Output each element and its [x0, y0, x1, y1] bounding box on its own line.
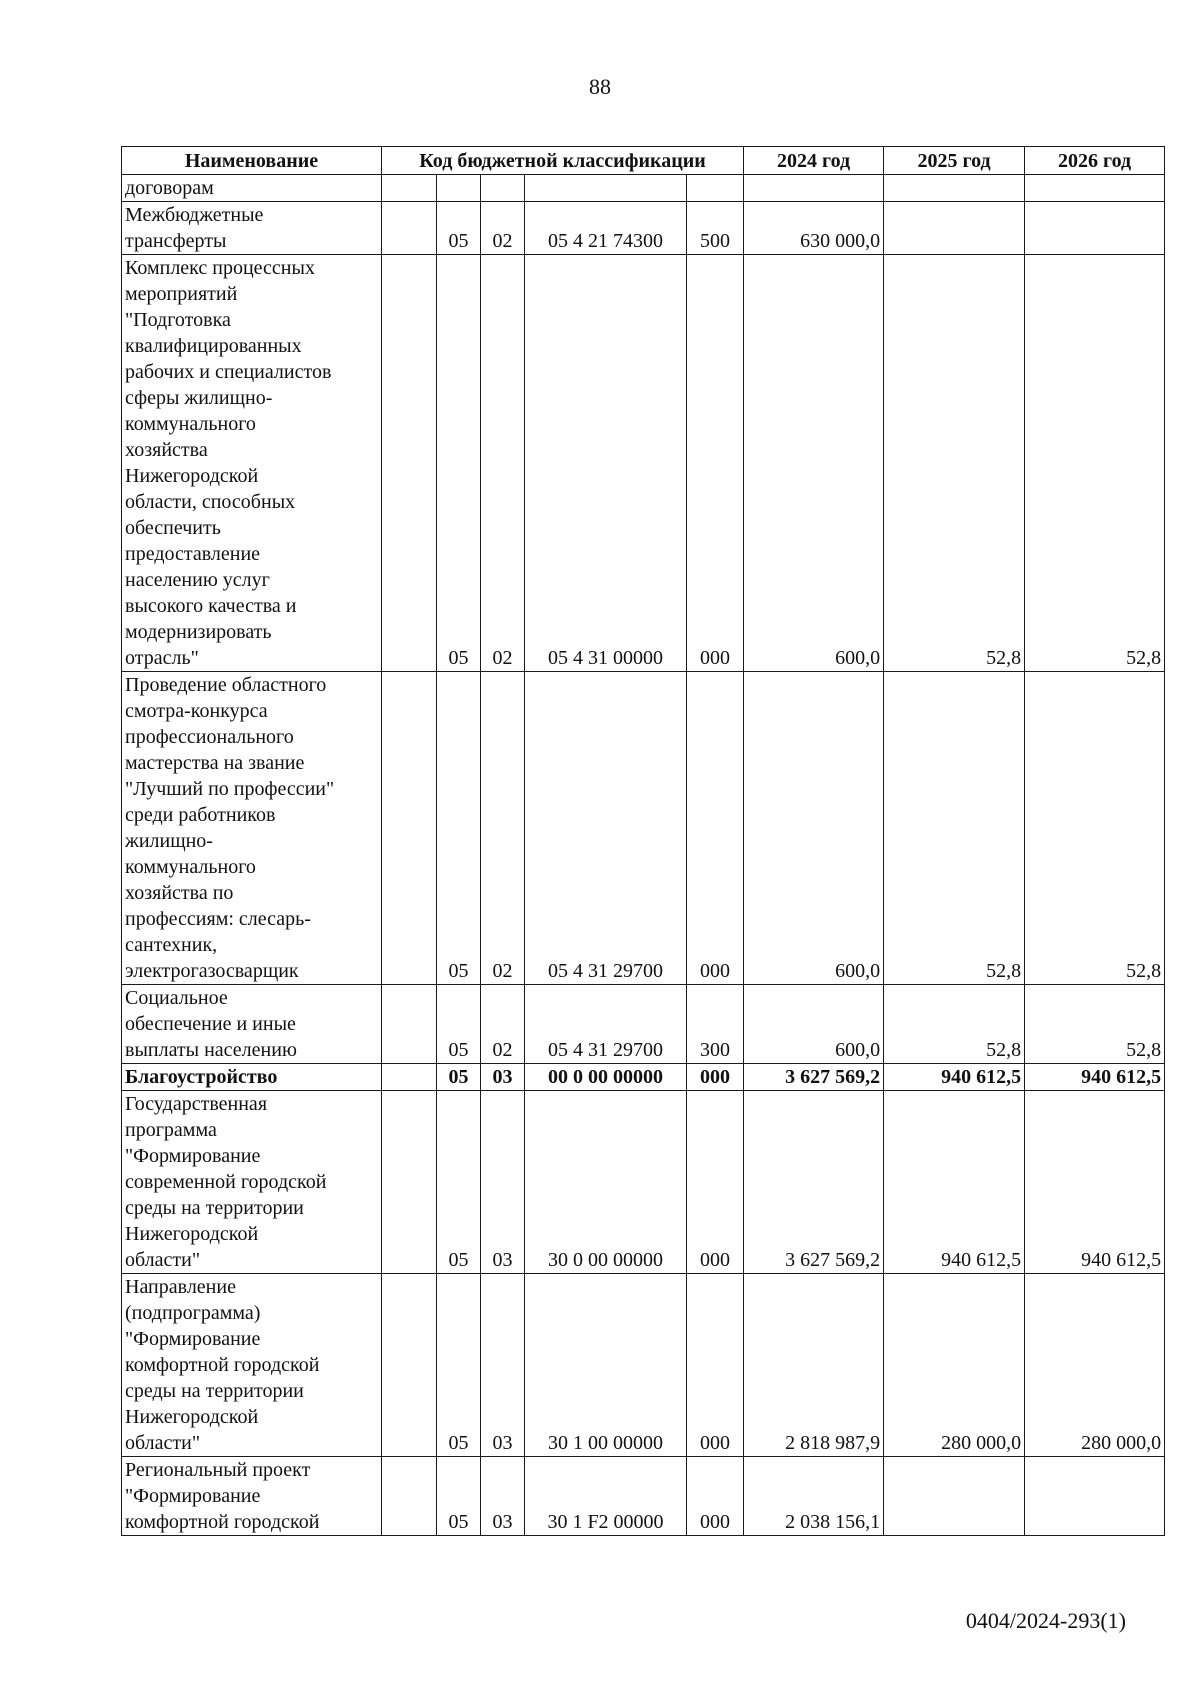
code-section	[437, 175, 481, 202]
value-2025: 280 000,0	[884, 1274, 1025, 1457]
value-2024	[744, 175, 884, 202]
table-row	[122, 1274, 1165, 1457]
table-row	[122, 1091, 1165, 1274]
code-col-1	[382, 672, 437, 985]
row-name	[122, 202, 382, 255]
row-name-line: Проведение областного	[125, 674, 327, 696]
code-target-article: 30 0 00 00000	[525, 1091, 687, 1274]
code-expense-type: 000	[687, 672, 744, 985]
row-name-line: хозяйства по	[125, 882, 234, 904]
row-name-line: (подпрограмма)	[125, 1302, 261, 1324]
table-row	[122, 255, 1165, 672]
row-name-line: области"	[125, 1249, 201, 1271]
document-code: 0404/2024-293(1)	[965, 1608, 1126, 1633]
code-section: 05	[437, 1091, 481, 1274]
row-name-line: мероприятий	[125, 283, 238, 305]
row-name-line: населению услуг	[125, 569, 270, 591]
row-name	[122, 672, 382, 985]
row-name-line: области"	[125, 1432, 201, 1454]
value-2026	[1025, 175, 1165, 202]
value-2025	[884, 1457, 1025, 1536]
row-name-line: области, способных	[125, 491, 296, 513]
code-subsection: 03	[481, 1457, 525, 1536]
row-name-line: "Формирование	[125, 1328, 261, 1350]
code-subsection: 02	[481, 202, 525, 255]
table-body	[122, 175, 1165, 1536]
table-row	[122, 1457, 1165, 1536]
code-target-article	[525, 175, 687, 202]
code-target-article: 05 4 31 29700	[525, 672, 687, 985]
row-name-line: мастерства на звание	[125, 752, 305, 774]
row-name-line: среды на территории	[125, 1380, 304, 1402]
value-2026: 940 612,5	[1025, 1064, 1165, 1091]
row-name-line: Благоустройство	[125, 1066, 278, 1088]
row-name-line: Нижегородской	[125, 1223, 259, 1245]
code-section: 05	[437, 985, 481, 1064]
row-name-line: профессиям: слесарь-	[125, 908, 311, 930]
row-name-line: предоставление	[125, 543, 261, 565]
row-name	[122, 1457, 382, 1536]
table-row	[122, 1064, 1165, 1091]
row-name-line: обеспечить	[125, 517, 221, 539]
value-2026: 280 000,0	[1025, 1274, 1165, 1457]
value-2026: 52,8	[1025, 255, 1165, 672]
code-expense-type: 000	[687, 1457, 744, 1536]
value-2024: 3 627 569,2	[744, 1064, 884, 1091]
value-2024: 600,0	[744, 255, 884, 672]
code-target-article: 00 0 00 00000	[525, 1064, 687, 1091]
row-name-line: сферы жилищно-	[125, 387, 273, 409]
value-2024: 600,0	[744, 672, 884, 985]
code-subsection	[481, 175, 525, 202]
code-subsection: 03	[481, 1091, 525, 1274]
header-2024: 2024 год	[744, 147, 884, 175]
code-subsection: 02	[481, 985, 525, 1064]
value-2026: 52,8	[1025, 985, 1165, 1064]
value-2025: 52,8	[884, 985, 1025, 1064]
value-2025: 52,8	[884, 255, 1025, 672]
code-section: 05	[437, 1064, 481, 1091]
row-name-line: "Формирование	[125, 1485, 261, 1507]
row-name-line: среды на территории	[125, 1197, 304, 1219]
row-name-line: современной городской	[125, 1171, 327, 1193]
code-col-1	[382, 1091, 437, 1274]
code-section: 05	[437, 202, 481, 255]
code-subsection: 02	[481, 672, 525, 985]
row-name-line: коммунального	[125, 856, 256, 878]
value-2025: 940 612,5	[884, 1064, 1025, 1091]
row-name-line: Нижегородской	[125, 465, 259, 487]
code-expense-type: 000	[687, 1274, 744, 1457]
row-name	[122, 1064, 382, 1091]
row-name	[122, 175, 382, 202]
code-section: 05	[437, 1274, 481, 1457]
code-section: 05	[437, 255, 481, 672]
code-col-1	[382, 1274, 437, 1457]
row-name-line: хозяйства	[125, 439, 208, 461]
code-target-article: 30 1 F2 00000	[525, 1457, 687, 1536]
row-name	[122, 1091, 382, 1274]
row-name	[122, 1274, 382, 1457]
value-2026	[1025, 1457, 1165, 1536]
row-name-line: программа	[125, 1119, 217, 1141]
header-name: Наименование	[122, 147, 382, 175]
row-name-line: рабочих и специалистов	[125, 361, 332, 383]
code-expense-type: 000	[687, 1064, 744, 1091]
value-2025	[884, 202, 1025, 255]
code-section: 05	[437, 672, 481, 985]
value-2024: 2 038 156,1	[744, 1457, 884, 1536]
value-2025: 52,8	[884, 672, 1025, 985]
row-name	[122, 255, 382, 672]
header-2026: 2026 год	[1025, 147, 1165, 175]
value-2026: 940 612,5	[1025, 1091, 1165, 1274]
row-name-line: обеспечение и иные	[125, 1013, 296, 1035]
row-name-line: сантехник,	[125, 934, 218, 956]
code-col-1	[382, 175, 437, 202]
row-name-line: Направление	[125, 1276, 236, 1298]
value-2024: 630 000,0	[744, 202, 884, 255]
row-name-line: выплаты населению	[125, 1039, 297, 1061]
page-number: 88	[589, 74, 611, 99]
row-name-line: комфортной городской	[125, 1354, 320, 1376]
code-col-1	[382, 985, 437, 1064]
code-col-1	[382, 255, 437, 672]
row-name	[122, 985, 382, 1064]
row-name-line: Нижегородской	[125, 1406, 259, 1428]
row-name-line: "Подготовка	[125, 309, 231, 331]
code-expense-type: 300	[687, 985, 744, 1064]
code-target-article: 30 1 00 00000	[525, 1274, 687, 1457]
row-name-line: Комплекс процессных	[125, 257, 315, 279]
row-name-line: Социальное	[125, 987, 228, 1009]
row-name-line: высокого качества и	[125, 595, 297, 617]
row-name-line: профессионального	[125, 726, 294, 748]
value-2025	[884, 175, 1025, 202]
value-2026: 52,8	[1025, 672, 1165, 985]
code-col-1	[382, 1457, 437, 1536]
value-2024: 600,0	[744, 985, 884, 1064]
budget-table	[121, 146, 1165, 1536]
code-subsection: 03	[481, 1274, 525, 1457]
code-expense-type: 000	[687, 1091, 744, 1274]
row-name-line: коммунального	[125, 413, 256, 435]
row-name-line: договорам	[125, 177, 214, 199]
code-subsection: 02	[481, 255, 525, 672]
code-expense-type: 500	[687, 202, 744, 255]
table-row	[122, 202, 1165, 255]
table-header-row	[122, 147, 1165, 175]
code-expense-type	[687, 175, 744, 202]
code-col-1	[382, 1064, 437, 1091]
header-code: Код бюджетной классификации	[382, 147, 744, 175]
table-row	[122, 672, 1165, 985]
code-target-article: 05 4 31 00000	[525, 255, 687, 672]
value-2024: 2 818 987,9	[744, 1274, 884, 1457]
code-expense-type: 000	[687, 255, 744, 672]
code-col-1	[382, 202, 437, 255]
code-section: 05	[437, 1457, 481, 1536]
row-name-line: жилищно-	[125, 830, 213, 852]
header-2025: 2025 год	[884, 147, 1025, 175]
row-name-line: комфортной городской	[125, 1511, 320, 1533]
row-name-line: электрогазосварщик	[125, 960, 299, 982]
code-subsection: 03	[481, 1064, 525, 1091]
value-2025: 940 612,5	[884, 1091, 1025, 1274]
row-name-line: "Формирование	[125, 1145, 261, 1167]
row-name-line: Государственная	[125, 1093, 268, 1115]
table-row	[122, 175, 1165, 202]
row-name-line: Региональный проект	[125, 1459, 311, 1481]
row-name-line: трансферты	[125, 230, 227, 252]
table-row	[122, 985, 1165, 1064]
value-2026	[1025, 202, 1165, 255]
row-name-line: модернизировать	[125, 621, 272, 643]
code-target-article: 05 4 31 29700	[525, 985, 687, 1064]
row-name-line: среди работников	[125, 804, 276, 826]
row-name-line: отрасль"	[125, 647, 199, 669]
row-name-line: "Лучший по профессии"	[125, 778, 335, 800]
code-target-article: 05 4 21 74300	[525, 202, 687, 255]
row-name-line: Межбюджетные	[125, 204, 264, 226]
row-name-line: квалифицированных	[125, 335, 302, 357]
row-name-line: смотра-конкурса	[125, 700, 268, 722]
value-2024: 3 627 569,2	[744, 1091, 884, 1274]
